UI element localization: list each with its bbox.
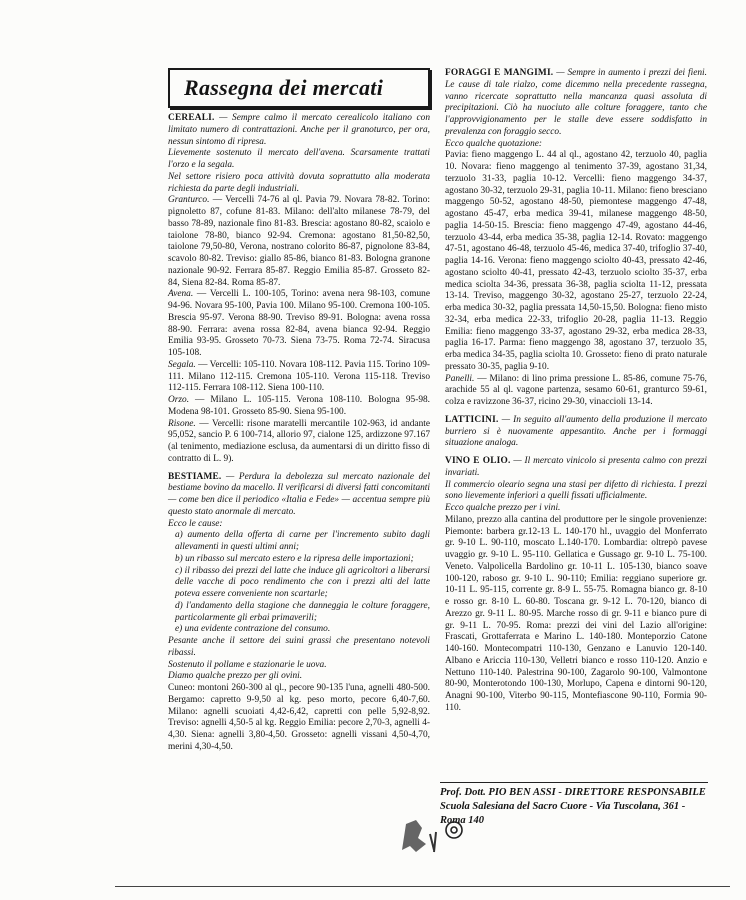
orzo-text: — Milano L. 105-115. Verona 108-110. Bologna 95-98. Modena 98-101. Grosseto 85-90. Siena 95-100. — [168, 395, 430, 417]
risone-paragraph — [168, 419, 430, 466]
granturco-text: — Vercelli 74-76 al ql. Pavia 79. Novara 78-82. Torino: pignoletto 87, cofune 81-83. Milano: dell'alto milanese 78-79, del basso 78-89, nazionale fino 81-83. Brescia: agostano 80-82, scaiolo e taiolone 78-80, bianco 92-94. Cremona: agostano 81,50-82,50, taiolone 79,50-80, Verona, nostrano colorito 86-87, pignolone 83-84, scavolo 80-82. Treviso: giallo 85-86, bianco 81-83. Bologna granone nazionale 90-92. Ferrara 85-87. Reggio Emilia 85-87. Grosseto 82-84, Siena 82-84. Roma 85-87. — [168, 195, 430, 288]
bestiame-prices: Cuneo: montoni 260-300 al ql., pecore 90-135 l'una, agnelli 480-500. Bergamo: capretto 9-9,50 al kg. peso morto, pecore 6,40-7,60. Milano: agnelli scuoiati 4,42-6,42, capretti con pelle 5,92-8,92. Treviso: agnelli 4,50-5 al kg. Reggio Emilia: pecore 2,70-3, agnelli 4-4,30. Siena: agnelli 3,80-4,50. Grosseto: agnelli vissani 4,50-4,70, merini 4,30-4,50. — [168, 683, 430, 752]
bestiame-ovini-lead: Diamo qualche prezzo per gli ovini. — [168, 671, 303, 682]
foraggi-intro — [445, 68, 707, 139]
bestiame-cause-lead: Ecco le cause: — [168, 518, 223, 529]
vino-prices: Milano, prezzo alla cantina del produttore per le singole provenienze: Piemonte: barbera gr.12-13 L. 140-170 hl., uvaggio del Monferrato gr. 9-10 L. 90-110, moscato L.140-170. Lombardia: oltrepò pavese uvaggio gr. 9-10 L. 95-110. Gellatica e Gussago gr. 9-10 L. 75-100. Veneto. Valpolicella Bardolino gr. 10-11 L. 105-130, bianco soave 100-120, raboso gr. 9-10 L. 90-110; Emilia: reggiano superiore gr. 10-11 L. 95-115, corrente gr. 8-9 L. 55-75. Romagna bianco gr. 8-10 e rosso gr. 8-10 L. 60-80. Toscana gr. 9-12 L. 70-120, bianco di Arezzo gr. 9-11 L. 80-95. Marche rosso di gr. 9-11 e bianco pure di gr. 9-11 L. 70-95. Roma: prezzi dei vini del Lazio all'origine: Frascati, Grottaferrata e Marino L. 140-180. Monteporzio Catone 140-160. Montecompatri 110-130, Genzano e Lanuvio 120-140. Albano e Ariccia 110-130, Velletri bianco e rosso 110-120. Anzio e Nettuno 110-140. Palestrina 90-100, Zagarolo 90-100, Valmontone 80-90, Monterotondo 100-130, Morlupo, Capena e dintorni 90-120, Anagni 90-100, Viterbo 90-115, Montefiascone 90-110, Formia 90-110. — [445, 514, 707, 713]
foraggi-intro-text: — Sempre in aumento i prezzi dei fieni. Le cause di tale rialzo, come dicemmo nella precedente rassegna, vanno ricercate soprattutto nella mancanza quasi assoluta di precipitazioni. Ciò ha nuociuto alle colture foraggere, tanto che l'approvvigionamento per le stalle deve essere soddisfatto in prevalenza con foraggio secco. — [445, 68, 707, 137]
risone-text: — Vercelli: risone maratelli mercantile 102-963, id andante 95,052, sancio P. 6 100-714, allorio 97, cialone 125, ardizzone 97.167 (al tenimento, mediazione esclusa, da aumentarsi di un diritto fisso di contratto di L. 9). — [168, 418, 430, 464]
risone-label: Risone. — [168, 418, 196, 429]
avena-text: — Vercelli L. 100-105, Torino: avena nera 98-103, comune 94-96. Novara 95-100, Pavia 100. Milano 95-100. Cremona 100-105. Brescia 95-97. Verona 88-90. Treviso 89-91. Bologna: avena rossa 88-90. Ferrara: avena rossa 82-84, avena bianca 92-94. Reggio Emilia 93-95. Grosseto 70-73. Siena 73-75. Roma 72-74. Siracusa 105-108. — [168, 289, 430, 358]
vino-intro-text: — Il mercato vinicolo si presenta calmo con prezzi invariati. — [445, 456, 707, 478]
vino-heading: VINO E OLIO. — [445, 456, 511, 466]
page-title: Rassegna dei mercati — [184, 75, 384, 101]
bestiame-cause-d: d) l'andamento della stagione che danneggia le colture foraggere, particolarmente gli erbai primaverili; — [175, 600, 430, 623]
segala-text: — Vercelli: 105-110. Novara 108-112. Pavia 115. Torino 109-111. Milano 112-115. Cremona 105-110. Verona 115-118. Treviso 112-115. Ferrara 108-112. Siena 100-110. — [168, 359, 430, 394]
avena-paragraph — [168, 289, 430, 360]
segala-label: Segala. — [168, 359, 196, 370]
cereali-intro — [168, 113, 430, 148]
left-column — [168, 68, 430, 754]
cereali-intro-text: — Sempre calmo il mercato cerealicolo italiano con limitato numero di contrattazioni. Anche per il granoturco, per ora, nessun sintomo di ripresa. — [168, 113, 430, 147]
footer-director: Prof. Dott. PIO BEN ASSI - DIRETTORE RESPONSABILE — [440, 787, 706, 798]
foraggi-quote-lead: Ecco qualche quotazione: — [445, 138, 543, 149]
bestiame-suini: Pesante anche il settore dei suini grassi che presentano notevoli ribassi. — [168, 636, 430, 658]
latticini-text: — In seguito all'aumento della produzione il mercato burriero si è nuovamente appesantito. Anche per i formaggi situazione analoga. — [445, 414, 707, 449]
section-title-box — [168, 68, 430, 108]
foraggi-prices: Pavia: fieno maggengo L. 44 al ql., agostano 42, terzuolo 40, paglia 10. Novara: fieno maggengo al tenimento 37-39, agostano 31,34, terzuolo 31-33, paglia 10-12. Vercelli: fieno maggengo 34-37, agostano 30-32, terzuolo 29-31, paglia 10-11. Milano: fieno bresciano maggengo 50-52, agostano 48-50, piemontese maggengo 47-48, agostano 45-47, erba medica 39-41, milanese maggengo 48-50, paglia 14-50-15. Brescia: fieno maggengo 47-49, agostano 44-46, terzuolo 43-44, erba medica 35-38, paglia 12-14. Rovato: maggengo 47-51, agostano 46-48, terzuolo 45-46, medica 37-40, trifoglio 37-40, paglia 14-16. Verona: fieno maggengo sciolto 40-43, pressato 42-46, agostano sciolto 40-41, pressato 42-43, terzuolo sciolto 35-37, erba medica sciolta 34-36, pressata 36-38, paglia sciolta 11-12, pressata 13-14. Treviso, maggengo 30-32, agostano 25-27, terzuolo 22-24, erba medica 30-32, paglia pressata 14,50-15,50. Bologna: fieno misto 32-34, erba medica 22-33, trifoglio 20-28, paglia 11-13. Reggio Emilia: fieno maggengo 33-37, agostano 29-32, erba medica 28-33, paglia 16-17. Parma: fieno maggengo 38, agostano 37, terzuolo 35, erba medica 34-35, paglia sciolta 10. Grosseto: fieno di prato naturale pressato 30-35, paglia 9-10. — [445, 150, 707, 372]
granturco-paragraph — [168, 195, 430, 289]
ink-stamp-icon — [392, 814, 472, 864]
right-column — [445, 68, 707, 715]
bestiame-cause-c: c) il ribasso dei prezzi del latte che induce gli agricoltori a liberarsi delle vacche di poco rendimento che con i prezzi alti del latte poteva essere conveniente non scartarle; — [175, 565, 430, 599]
latticini-paragraph — [445, 415, 707, 450]
cereali-avena-note: Lievemente sostenuto il mercato dell'avena. Scarsamente trattati l'orzo e la segala. — [168, 148, 430, 170]
bestiame-intro-text: — Perdura la debolezza sul mercato nazionale del bestiame bovino da macello. Il verificarsi di diversi fatti concomitanti — come ben dice il periodico «Italia e Fede» — accentua sempre più questo stato anormale di mercato. — [168, 471, 430, 517]
panelli-paragraph — [445, 374, 707, 409]
orzo-label: Orzo. — [168, 395, 190, 405]
bestiame-cause-b: b) un ribasso sul mercato estero e la ripresa delle importazioni; — [175, 553, 414, 564]
cereali-heading: CEREALI. — [168, 113, 215, 123]
panelli-text: — Milano: di lino prima pressione L. 85-86, comune 75-76, arachide 55 al ql. vagone partenza, sesamo 60-61, granturco 59-61, colza e ravizzone 36-37, ricino 29-30, vinaccioli 13-14. — [445, 373, 707, 407]
vino-intro — [445, 456, 707, 480]
granturco-label: Granturco. — [168, 195, 210, 206]
bestiame-pollame: Sostenuto il pollame e stazionarie le uova. — [168, 659, 327, 670]
vino-olio-note: Il commercio oleario segna una stasi per difetto di richiesta. I prezzi sono lievemente inferiori a quelli fissati ufficialmente. — [445, 479, 707, 502]
avena-label: Avena. — [168, 289, 194, 300]
foraggi-heading: FORAGGI E MANGIMI. — [445, 68, 554, 78]
bestiame-intro — [168, 472, 430, 519]
vino-quote-lead: Ecco qualche prezzo per i vini. — [445, 503, 561, 513]
bestiame-cause-a: a) aumento della offerta di carne per l'incremento subito dagli allevamenti in questi ultimi anni; — [175, 530, 430, 552]
footer-signature — [440, 782, 708, 828]
footer-address: Scuola Salesiana del Sacro Cuore - Via Tuscolana, 361 - Roma 140 — [440, 801, 686, 826]
latticini-heading: LATTICINI. — [445, 414, 499, 425]
cereali-riso-note: Nel settore risiero poca attività dovuta soprattutto alla moderata richiesta da parte degli industriali. — [168, 171, 430, 194]
orzo-paragraph — [168, 395, 430, 419]
bestiame-heading: BESTIAME. — [168, 471, 222, 482]
panelli-label: Panelli. — [445, 373, 475, 384]
bestiame-cause-e: e) una evidente contrazione del consumo. — [175, 624, 331, 635]
bottom-rule — [115, 886, 730, 887]
segala-paragraph — [168, 360, 430, 395]
